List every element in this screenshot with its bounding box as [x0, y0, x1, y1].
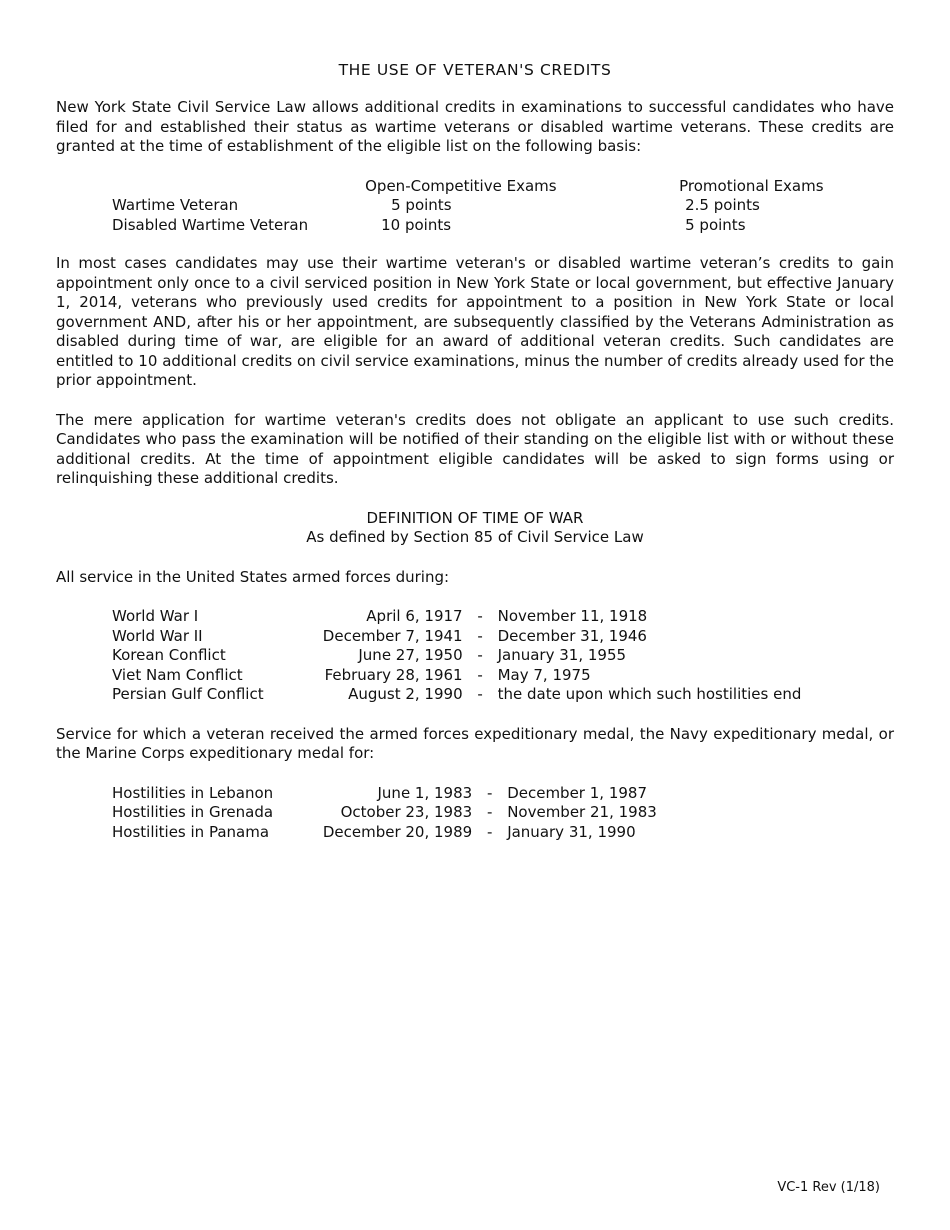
table-row [112, 607, 801, 627]
hostility-end: December 1, 1987 [507, 783, 647, 802]
hostility-start: October 23, 1983 [340, 803, 473, 821]
period-start: June 27, 1950 [358, 646, 463, 664]
table-row [112, 823, 657, 843]
table-row [112, 784, 657, 804]
medal-intro-paragraph: Service for which a veteran received the armed forces expeditionary medal, the Navy expeditionary medal, or the Marine Corps expeditionary medal for: [56, 724, 894, 762]
period-end: December 31, 1946 [497, 626, 647, 645]
period-start: April 6, 1917 [366, 607, 463, 625]
period-end: the date upon which such hostilities end [497, 685, 802, 703]
period-start: December 7, 1941 [322, 626, 463, 645]
table-row [112, 685, 801, 705]
period-name: World War II [112, 626, 203, 645]
table-row [112, 666, 801, 686]
credits-row-promotional: 5 points [685, 215, 746, 234]
credits-header-promotional: Promotional Exams [679, 176, 824, 195]
definition-subheading: As defined by Section 85 of Civil Service Law [306, 528, 644, 546]
period-end: January 31, 1955 [497, 646, 627, 664]
period-dash: - [477, 685, 483, 703]
period-end: May 7, 1975 [497, 665, 591, 684]
hostility-dash: - [486, 803, 493, 821]
period-name: Korean Conflict [112, 646, 226, 664]
period-dash: - [477, 607, 483, 625]
period-start: February 28, 1961 [324, 665, 463, 684]
armed-forces-intro: All service in the United States armed forces during: [56, 567, 450, 586]
form-revision-footer: VC-1 Rev (1/18) [777, 1180, 880, 1195]
credits-row-open-competitive: 10 points [381, 215, 452, 234]
hostilities-table [112, 784, 657, 843]
table-row [112, 196, 845, 216]
application-paragraph: The mere application for wartime veteran's credits does not obligate an applicant to use such credits. Candidates who pass the examination will be notified of their standing on the eligible list with or without these additional credits. At the time of appointment eligible candidates will be asked to sign forms using or relinquishing these additional credits. [56, 410, 894, 487]
credits-table-header [112, 177, 845, 197]
period-name: World War I [112, 607, 199, 625]
credits-header-open-competitive: Open-Competitive Exams [365, 176, 557, 195]
definition-heading: DEFINITION OF TIME OF WAR [366, 508, 584, 527]
use-paragraph: In most cases candidates may use their wartime veteran's or disabled wartime veteran’s credits to gain appointment only once to a civil serviced position in New York State or local government, but effective January 1, 2014, veterans who previously used credits for appointment to a position in New York State or local government AND, after his or her appointment, are subsequently classified by the Veterans Administration as disabled during time of war, are eligible for an award of additional veteran credits. Such candidates are entitled to 10 additional credits on civil service examinations, minus the number of credits already used for the prior appointment. [56, 254, 894, 389]
hostility-name: Hostilities in Grenada [112, 803, 274, 821]
table-row [112, 627, 801, 647]
war-periods-table [112, 607, 801, 705]
credits-row-label: Disabled Wartime Veteran [112, 215, 309, 234]
table-row [112, 216, 845, 236]
credits-table [112, 177, 845, 236]
hostility-start: June 1, 1983 [377, 783, 473, 802]
page-title: THE USE OF VETERAN'S CREDITS [338, 61, 612, 79]
period-dash: - [477, 646, 483, 664]
definition-heading-block [56, 509, 894, 548]
credits-header-label [112, 177, 308, 197]
credits-row-label: Wartime Veteran [112, 196, 239, 214]
intro-paragraph: New York State Civil Service Law allows additional credits in examinations to successful candidates who have filed for and established their status as wartime veterans or disabled wartime veterans. These credits are granted at the time of establishment of the eligible list on the following basis: [56, 98, 894, 155]
credits-row-promotional: 2.5 points [685, 196, 760, 214]
hostility-end: January 31, 1990 [507, 822, 636, 841]
table-row [112, 646, 801, 666]
document-page [56, 60, 894, 862]
hostility-dash: - [486, 783, 493, 802]
hostility-name: Hostilities in Panama [112, 822, 270, 841]
credits-row-open-competitive: 5 points [391, 196, 452, 214]
period-dash: - [477, 626, 483, 645]
period-name: Viet Nam Conflict [112, 665, 243, 684]
period-dash: - [477, 665, 483, 684]
hostility-dash: - [486, 822, 493, 841]
period-name: Persian Gulf Conflict [112, 685, 264, 703]
period-start: August 2, 1990 [348, 685, 463, 703]
hostility-start: December 20, 1989 [322, 822, 473, 841]
table-row [112, 803, 657, 823]
period-end: November 11, 1918 [497, 607, 648, 625]
hostility-end: November 21, 1983 [507, 803, 657, 821]
hostility-name: Hostilities in Lebanon [112, 783, 274, 802]
